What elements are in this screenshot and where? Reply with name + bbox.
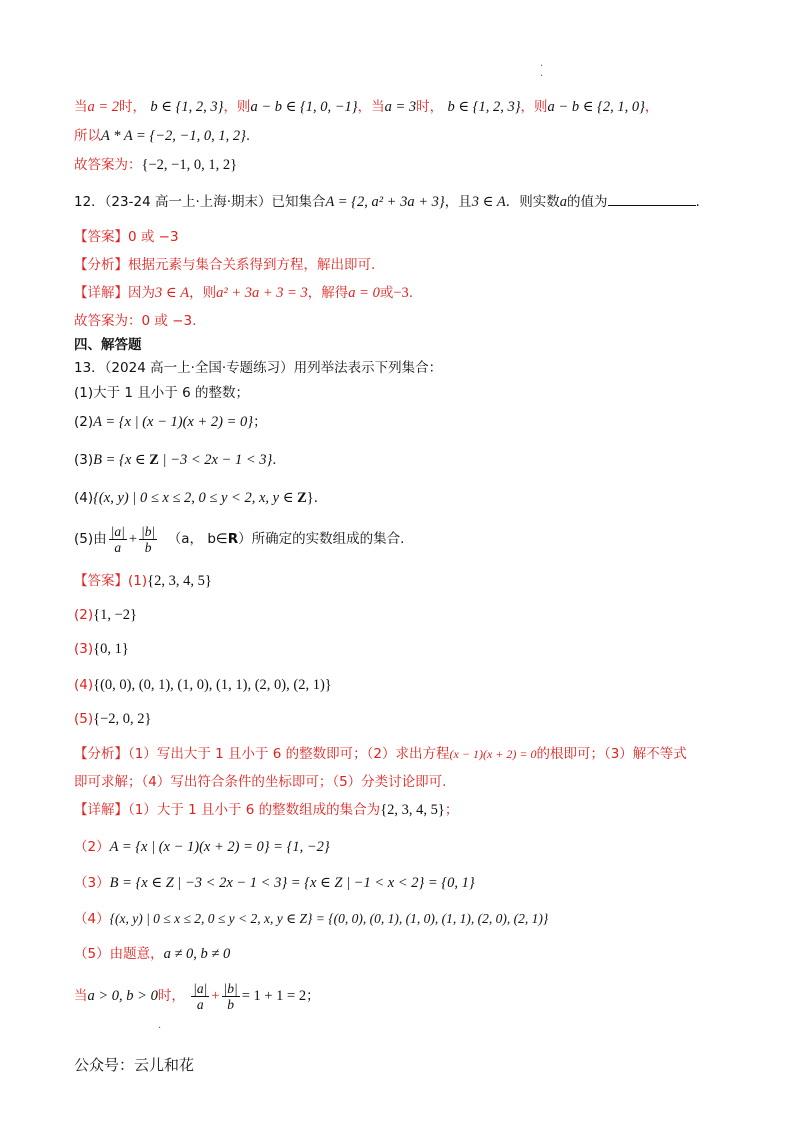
detail-13-1: 【详解】（1）大于 1 且小于 6 的整数组成的集合为{2, 3, 4, 5}；	[74, 802, 459, 818]
question-13-part-3: (3)B = {x ∈ Z | −3 < 2x − 1 < 3}．	[74, 452, 286, 468]
analysis-13-line-2: 即可求解；（4）写出符合条件的坐标即可；（5）分类讨论即可.	[74, 774, 447, 790]
answer-13-1: 【答案】(1){2, 3, 4, 5}	[74, 573, 212, 589]
margin-mark: .	[158, 1020, 162, 1031]
answer-line-11: 故答案为：{−2, −1, 0, 1, 2}	[74, 157, 238, 173]
answer-13-4: (4){(0, 0), (0, 1), (1, 0), (1, 1), (2, 0), (2, 1)}	[74, 677, 332, 693]
question-12: 12．（23-24 高一上·上海·期末）已知集合A = {2, a² + 3a + 3}，且3 ∈ A．则实数a的值为 .	[74, 194, 700, 210]
answer-13-2: (2){1, −2}	[74, 607, 137, 623]
detail-13-5: （5）由题意，a ≠ 0, b ≠ 0	[74, 946, 231, 962]
section-heading: 四、解答题	[74, 337, 142, 353]
solution-line-2: 所以A * A = {−2, −1, 0, 1, 2}.	[74, 128, 251, 144]
fraction-a: $\frac{|a|}{a}$	[110, 523, 125, 555]
answer-13-3: (3){0, 1}	[74, 641, 129, 657]
detail-13-2: （2）A = {x | (x − 1)(x + 2) = 0} = {1, −2}	[74, 839, 330, 855]
result-12: 故答案为：0 或 −3.	[74, 313, 197, 329]
question-13-part-5: (5)由 $\frac{|a|}{a}$ + $\frac{|b|}{b}$ （a， b∈R）所确定的实数组成的集合.	[74, 523, 405, 555]
fraction-a: $\frac{|a|}{a}$	[193, 980, 208, 1012]
detail-13-3: （3）B = {x ∈ Z | −3 < 2x − 1 < 3} = {x ∈ Z | −1 < x < 2} = {0, 1}	[74, 875, 475, 891]
detail-12: 【详解】因为3 ∈ A，则a² + 3a + 3 = 3，解得a = 0或−3.	[74, 285, 414, 301]
fraction-b: $\frac{|b|}{b}$	[223, 980, 238, 1012]
detail-13-4: （4）{(x, y) | 0 ≤ x ≤ 2, 0 ≤ y < 2, x, y ∈ Z} = {(0, 0), (0, 1), (1, 0), (1, 1), (2, 0), (2, 1)}	[74, 911, 549, 927]
margin-mark: .	[540, 58, 544, 69]
question-13-part-4: (4){(x, y) | 0 ≤ x ≤ 2, 0 ≤ y < 2, x, y ∈ Z}．	[74, 490, 328, 506]
fraction-b: $\frac{|b|}{b}$	[141, 523, 156, 555]
answer-13-5: (5){−2, 0, 2}	[74, 711, 152, 727]
question-13-part-1: (1)大于 1 且小于 6 的整数；	[74, 385, 249, 401]
analysis-12: 【分析】根据元素与集合关系得到方程，解出即可.	[74, 257, 376, 273]
question-13-intro: 13．（2024 高一上·全国·专题练习）用列举法表示下列集合：	[74, 360, 443, 376]
question-13-part-2: (2)A = {x | (x − 1)(x + 2) = 0}；	[74, 414, 267, 430]
analysis-13-line-1: 【分析】（1）写出大于 1 且小于 6 的整数即可；（2）求出方程(x − 1)(x + 2) = 0的根即可；（3）解不等式	[74, 746, 687, 762]
solution-line-1: 当a = 2时， b ∈ {1, 2, 3}，则a − b ∈ {1, 0, −1}，当a = 3时， b ∈ {1, 2, 3}，则a − b ∈ {2, 1, 0}，	[74, 99, 659, 115]
detail-13-6: 当a > 0, b > 0时， $\frac{|a|}{a}$ + $\frac{|b|}{b}$ = 1 + 1 = 2；	[74, 980, 320, 1012]
answer-12: 【答案】0 或 −3	[74, 229, 179, 245]
footer-account: 公众号：云儿和花	[74, 1056, 195, 1074]
answer-blank	[608, 193, 696, 206]
margin-mark: .	[540, 68, 544, 79]
